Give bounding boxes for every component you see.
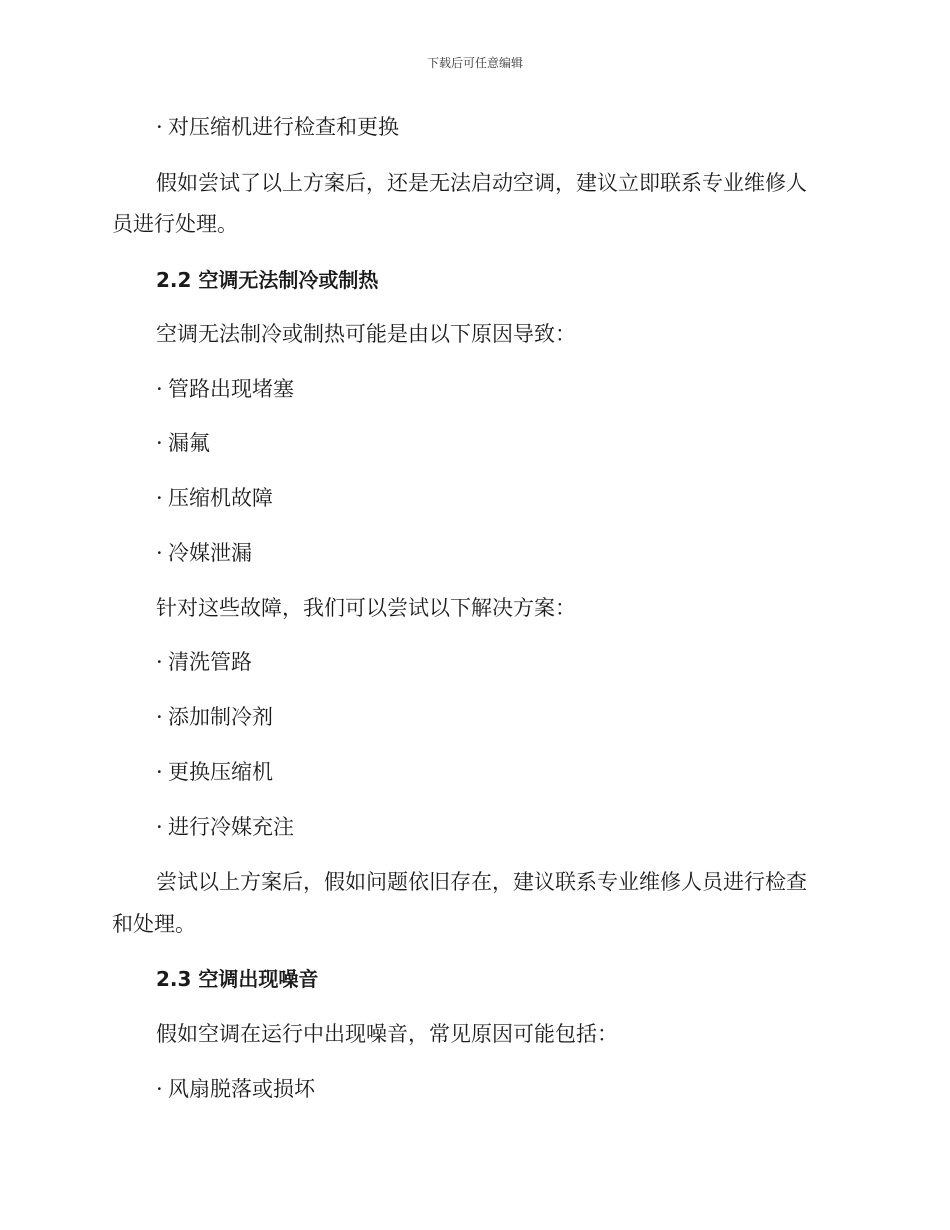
list-item-text: 清洗管路 [168,650,252,674]
list-item-text: 添加制冷剂 [168,705,273,729]
list-item [156,1068,315,1110]
list-item-text: 风扇脱落或损坏 [168,1077,315,1101]
section-heading: 2.2 空调无法制冷或制热 [156,268,379,292]
paragraph-line: 假如尝试了以上方案后，还是无法启动空调，建议立即联系专业维修人 [156,171,807,195]
paragraph-line: 假如空调在运行中出现噪音，常见原因可能包括： [156,1022,618,1046]
list-item [156,477,273,519]
list-item [156,751,273,793]
list-item [156,696,273,738]
list-item-text: 漏氟 [168,431,210,455]
list-item-text: 更换压缩机 [168,760,273,784]
bullet-dot: · [156,541,163,565]
list-item-text: 进行冷媒充注 [168,815,294,839]
list-item [156,806,294,848]
bullet-dot: · [156,115,163,139]
paragraph-line: 针对这些故障，我们可以尝试以下解决方案： [156,596,576,620]
bullet-dot: · [156,705,163,729]
paragraph-line: 和处理。 [112,912,196,936]
section-heading: 2.3 空调出现噪音 [156,967,319,991]
list-item-text: 冷媒泄漏 [168,541,252,565]
bullet-dot: · [156,1077,163,1101]
paragraph-line: 空调无法制冷或制热可能是由以下原因导致： [156,322,576,346]
list-item-text: 对压缩机进行检查和更换 [168,115,399,139]
bullet-dot: · [156,431,163,455]
list-item-text: 压缩机故障 [168,486,273,510]
bullet-dot: · [156,486,163,510]
list-item [156,641,252,683]
page-header: 下载后可任意编辑 [426,56,523,70]
bullet-dot: · [156,760,163,784]
list-item-text: 管路出现堵塞 [168,377,294,401]
list-item [156,368,294,410]
paragraph-line: 尝试以上方案后，假如问题依旧存在，建议联系专业维修人员进行检查 [156,870,807,894]
list-item [156,532,252,574]
bullet-dot: · [156,815,163,839]
paragraph-line: 员进行处理。 [112,212,238,236]
bullet-dot: · [156,377,163,401]
list-item [156,106,399,148]
list-item [156,422,210,464]
bullet-dot: · [156,650,163,674]
